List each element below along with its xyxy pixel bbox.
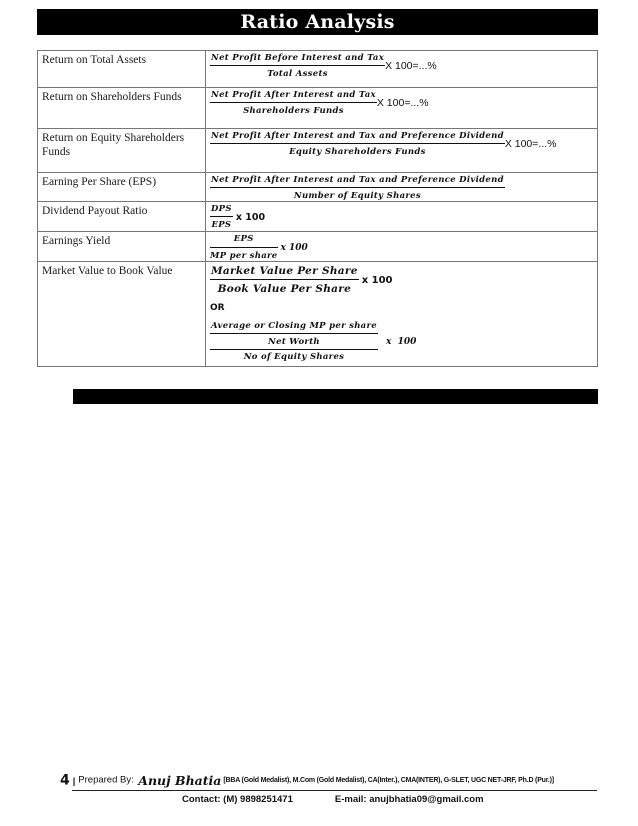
- alt-denominator-denominator: No of Equity Shares: [243, 352, 345, 362]
- ratio-formula: [206, 262, 598, 367]
- section-divider-bar: [73, 389, 598, 404]
- alt-formula-multiplier: x 100: [385, 336, 417, 347]
- ratio-formula: [206, 173, 598, 202]
- formula-denominator: EPS: [211, 220, 232, 230]
- formula-fraction: [210, 131, 505, 157]
- table-row: [38, 202, 598, 232]
- ratio-name: Return on Total Assets: [38, 51, 206, 88]
- table-row: [38, 51, 598, 88]
- ratio-table: [37, 50, 598, 367]
- formula-fraction: [210, 175, 505, 201]
- table-row: [38, 262, 598, 367]
- page-title: Ratio Analysis: [37, 9, 598, 35]
- or-separator: OR: [210, 303, 225, 313]
- formula-multiplier: X 100=...%: [376, 97, 429, 109]
- formula-multiplier: X 100=...%: [385, 60, 437, 72]
- author-name: Anuj Bhatia: [138, 772, 222, 788]
- alt-formula-fraction: [210, 321, 378, 362]
- formula-numerator: Net Profit After Interest and Tax: [210, 90, 377, 103]
- footer-rule: [72, 790, 597, 791]
- alt-denominator-numerator: Net Worth: [210, 337, 378, 350]
- formula-numerator: EPS: [210, 234, 278, 248]
- formula-denominator: MP per share: [210, 251, 278, 261]
- formula-denominator: Number of Equity Shares: [293, 191, 421, 201]
- page-footer: [60, 772, 620, 812]
- ratio-formula: [206, 202, 598, 232]
- formula-multiplier: x 100: [235, 211, 266, 223]
- formula-multiplier: x 100: [280, 242, 308, 253]
- formula-denominator: Shareholders Funds: [243, 106, 344, 116]
- formula-numerator: DPS: [210, 204, 233, 217]
- formula-denominator: Total Assets: [267, 69, 328, 79]
- table-row: [38, 232, 598, 262]
- ratio-name: Dividend Payout Ratio: [38, 202, 206, 232]
- formula-numerator: Net Profit After Interest and Tax and Preference Dividend: [210, 175, 505, 188]
- formula-denominator: Equity Shareholders Funds: [289, 147, 426, 157]
- table-row: [38, 88, 598, 129]
- formula-numerator: Market Value Per Share: [210, 265, 359, 280]
- formula-multiplier: x 100: [361, 274, 393, 286]
- table-row: [38, 129, 598, 173]
- ratio-name: Earning Per Share (EPS): [38, 173, 206, 202]
- formula-denominator: Book Value Per Share: [217, 283, 352, 295]
- formula-numerator: Net Profit After Interest and Tax and Preference Dividend: [210, 131, 505, 144]
- ratio-name: Return on Shareholders Funds: [38, 88, 206, 129]
- contact-email: E-mail: anujbhatia09@gmail.com: [334, 794, 484, 805]
- prepared-by-label: Prepared By:: [78, 774, 134, 786]
- footer-separator: |: [72, 775, 76, 786]
- ratio-formula: [206, 88, 598, 129]
- ratio-name: Return on Equity Shareholders Funds: [38, 129, 206, 173]
- footer-credit-line: [60, 772, 620, 789]
- formula-fraction: [210, 53, 385, 79]
- formula-fraction: [210, 90, 377, 116]
- formula-fraction: [210, 265, 359, 295]
- author-credentials: [BBA (Gold Medalist), M.Com (Gold Medalist), CA(Inter.), CMA(INTER), G-SLET, UGC NET-JRF, Ph.D (Pur.)]: [223, 776, 554, 784]
- ratio-formula: [206, 129, 598, 173]
- formula-multiplier: X 100=...%: [504, 138, 557, 150]
- alt-formula-denominator: [210, 334, 378, 362]
- formula-numerator: Net Profit Before Interest and Tax: [210, 53, 385, 66]
- alt-formula-numerator: Average or Closing MP per share: [210, 321, 378, 334]
- ratio-name: Market Value to Book Value: [38, 262, 206, 367]
- ratio-formula: [206, 232, 598, 262]
- formula-fraction: [210, 204, 233, 230]
- table-row: [38, 173, 598, 202]
- ratio-name: Earnings Yield: [38, 232, 206, 262]
- contact-phone: Contact: (M) 9898251471: [182, 794, 293, 805]
- page-number: 4: [60, 772, 70, 789]
- footer-contact-line: [182, 794, 484, 805]
- ratio-formula: [206, 51, 598, 88]
- formula-fraction: [210, 234, 278, 261]
